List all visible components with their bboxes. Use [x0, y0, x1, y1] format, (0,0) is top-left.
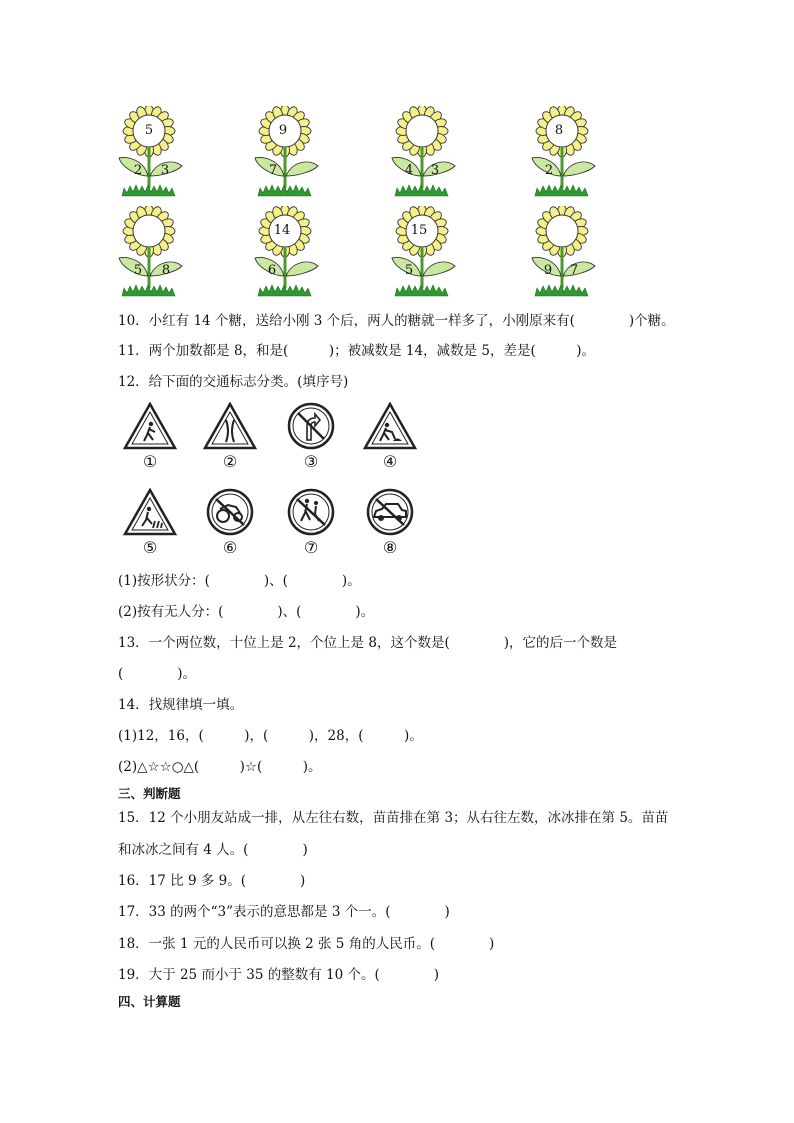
traffic-sign	[122, 402, 178, 470]
sunflower-icon	[527, 106, 599, 198]
sign-label: ⑤	[142, 538, 158, 557]
sunflower-icon	[250, 206, 322, 298]
flower-left-number: 5	[404, 263, 414, 278]
sunflower	[387, 106, 459, 198]
sign-label: ⑧	[382, 538, 398, 557]
question-10: 10．小红有 14 个糖，送给小刚 3 个后，两人的糖就一样多了，小刚原来有( )个糖。	[118, 313, 675, 329]
sunflower	[114, 106, 186, 198]
question-12-part-2: (2)按有无人分：( )、( )。	[118, 604, 375, 620]
grass	[258, 285, 311, 296]
pedestrian-warning-icon	[122, 402, 178, 452]
question-15-line-1: 15．12 个小朋友站成一排，从左往右数，苗苗排在第 3；从右往左数，冰冰排在第 5。苗苗	[118, 810, 669, 826]
grass	[258, 185, 311, 196]
question-13-line-1: 13．一个两位数，十位上是 2，个位上是 8，这个数是( )，它的后一个数是	[118, 635, 617, 651]
sign-label: ⑥	[222, 538, 238, 557]
question-11: 11．两个加数都是 8，和是( )；被减数是 14，减数是 5，差是( )。	[118, 343, 595, 359]
sunflower-icon	[114, 206, 186, 298]
question-12: 12．给下面的交通标志分类。(填序号)	[118, 374, 349, 390]
no-tractor-icon	[202, 488, 258, 538]
traffic-sign	[283, 402, 339, 470]
question-12-part-1: (1)按形状分：( )、( )。	[118, 573, 361, 589]
no-car-icon	[362, 488, 418, 538]
question-14-part-1: (1)12，16，( )，( )，28，( )。	[118, 728, 423, 744]
grass	[535, 185, 588, 196]
flower-right-number: 8	[161, 263, 171, 278]
flower-left-number: 5	[133, 263, 143, 278]
grass	[122, 185, 175, 196]
flower-center-number: 5	[144, 123, 154, 138]
traffic-sign	[362, 402, 418, 470]
right-leaf	[423, 262, 455, 276]
flower-right-number: 7	[569, 263, 579, 278]
sunflower-icon	[114, 106, 186, 198]
flower-left-number: 6	[267, 263, 277, 278]
sunflower-icon	[527, 206, 599, 298]
right-leaf	[563, 162, 595, 176]
sign-label: ②	[222, 452, 238, 471]
flower-center	[546, 215, 578, 247]
question-19: 19．大于 25 而小于 35 的整数有 10 个。( )	[118, 967, 439, 983]
traffic-sign	[202, 402, 258, 470]
question-13-line-2: ( )。	[118, 666, 197, 682]
flower-center-number: 9	[278, 123, 288, 138]
sign-label: ⑦	[303, 538, 319, 557]
flower-right-number: 3	[430, 163, 440, 178]
grass	[395, 285, 448, 296]
flower-center	[406, 115, 438, 147]
no-pedestrian-icon	[283, 488, 339, 538]
flower-left-number: 9	[543, 263, 553, 278]
sunflower	[527, 106, 599, 198]
sunflower	[387, 206, 459, 298]
traffic-sign	[283, 488, 339, 556]
question-14-part-2: (2)△☆☆○△( )☆( )。	[118, 759, 322, 775]
flower-right-number: 3	[160, 163, 170, 178]
traffic-sign	[202, 488, 258, 556]
flower-left-number: 2	[544, 163, 554, 178]
question-16: 16．17 比 9 多 9。( )	[118, 873, 306, 889]
sign-label: ④	[382, 452, 398, 471]
sunflower	[250, 206, 322, 298]
question-17: 17．33 的两个“3”表示的意思都是 3 个一。( )	[118, 904, 450, 920]
crosswalk-warning-icon	[122, 488, 178, 538]
question-18: 18．一张 1 元的人民币可以换 2 张 5 角的人民币。( )	[118, 936, 495, 952]
right-leaf	[286, 262, 318, 276]
traffic-sign	[122, 488, 178, 556]
sunflower	[527, 206, 599, 298]
sign-label: ③	[303, 452, 319, 471]
question-15-line-2: 和冰冰之间有 4 人。( )	[118, 842, 308, 858]
sunflower	[114, 206, 186, 298]
flower-left-number: 7	[268, 163, 278, 178]
sunflower-icon	[250, 106, 322, 198]
section-heading-judgement: 三、判断题	[118, 786, 181, 801]
sunflower-icon	[387, 206, 459, 298]
flower-center-number: 14	[273, 223, 291, 238]
sunflower-icon	[387, 106, 459, 198]
narrow-road-warning-icon	[202, 402, 258, 452]
grass	[535, 285, 588, 296]
flower-left-number: 2	[133, 163, 143, 178]
grass	[395, 185, 448, 196]
section-heading-calculation: 四、计算题	[118, 994, 181, 1009]
sunflower	[250, 106, 322, 198]
flower-center	[133, 215, 165, 247]
road-work-warning-icon	[362, 402, 418, 452]
traffic-sign	[362, 488, 418, 556]
right-leaf	[286, 162, 318, 176]
no-turn-icon	[283, 402, 339, 452]
flower-left-number: 4	[404, 163, 414, 178]
flower-center-number: 8	[554, 123, 564, 138]
sign-label: ①	[142, 452, 158, 471]
flower-center-number: 15	[410, 223, 428, 238]
grass	[122, 285, 175, 296]
question-14: 14．找规律填一填。	[118, 697, 244, 713]
